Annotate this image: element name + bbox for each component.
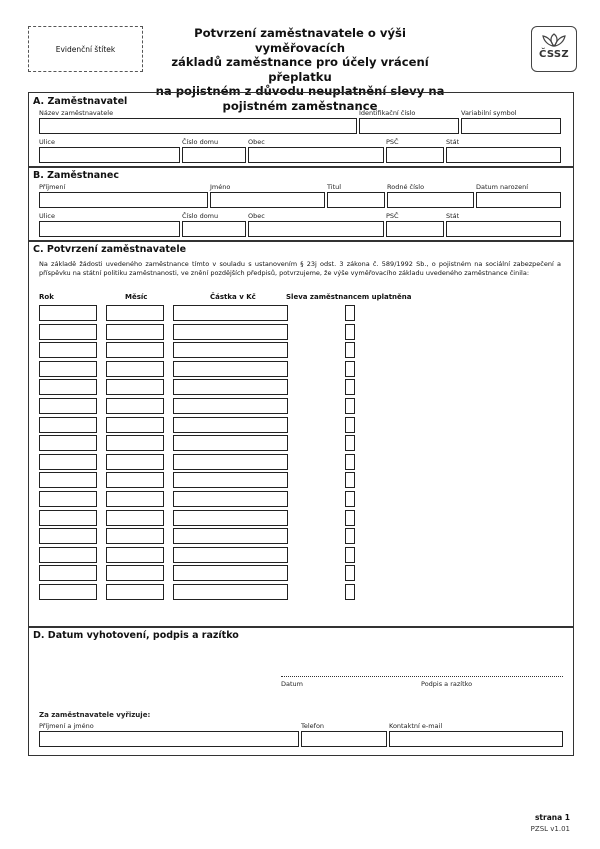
- evidencni-stitek-label: Evidenční štítek: [55, 44, 116, 54]
- label-city: Obec: [248, 212, 265, 220]
- contact-name-field[interactable]: [39, 731, 299, 747]
- year-field[interactable]: [39, 435, 97, 451]
- discount-checkbox[interactable]: [345, 361, 355, 377]
- column-header-discount: Sleva zaměstnancem uplatněna: [286, 293, 412, 301]
- year-field[interactable]: [39, 361, 97, 377]
- street-field[interactable]: [39, 221, 180, 237]
- month-field[interactable]: [106, 510, 164, 526]
- discount-checkbox[interactable]: [345, 342, 355, 358]
- month-field[interactable]: [106, 491, 164, 507]
- discount-checkbox[interactable]: [345, 472, 355, 488]
- first-name-field[interactable]: [210, 192, 325, 208]
- confirmation-paragraph: Na základě žádosti uvedeného zaměstnance tímto v souladu s ustanovením § 23j odst. 3 zákona č. 589/1992 Sb., o pojistném na sociální zabezpečení a příspěvku na státní politiku zaměstnanosti, ve znění pozdějších předpisů, potvrzujeme, že výše vyměřovacího základu uvedeného zaměstnance činila:: [39, 260, 561, 277]
- amount-field[interactable]: [173, 528, 288, 544]
- month-field[interactable]: [106, 324, 164, 340]
- year-field[interactable]: [39, 491, 97, 507]
- amount-field[interactable]: [173, 305, 288, 321]
- column-header-amount: Částka v Kč: [210, 293, 256, 301]
- logo-text: ČSSZ: [539, 49, 569, 60]
- amount-field[interactable]: [173, 361, 288, 377]
- month-field[interactable]: [106, 361, 164, 377]
- label-contact-name: Příjmení a jméno: [39, 722, 94, 730]
- year-field[interactable]: [39, 510, 97, 526]
- year-field[interactable]: [39, 324, 97, 340]
- discount-checkbox[interactable]: [345, 547, 355, 563]
- employer-name-field[interactable]: [39, 118, 357, 134]
- discount-checkbox[interactable]: [345, 417, 355, 433]
- section-b-heading: B. Zaměstnanec: [33, 170, 120, 181]
- evidencni-stitek-box: [28, 26, 143, 72]
- year-field[interactable]: [39, 584, 97, 600]
- vs-field[interactable]: [461, 118, 561, 134]
- column-header-month: Měsíc: [125, 293, 148, 301]
- label-city: Obec: [248, 138, 265, 146]
- year-field[interactable]: [39, 454, 97, 470]
- discount-checkbox[interactable]: [345, 454, 355, 470]
- city-field[interactable]: [248, 147, 384, 163]
- country-field[interactable]: [446, 221, 561, 237]
- discount-checkbox[interactable]: [345, 565, 355, 581]
- month-field[interactable]: [106, 379, 164, 395]
- discount-checkbox[interactable]: [345, 528, 355, 544]
- year-field[interactable]: [39, 398, 97, 414]
- year-field[interactable]: [39, 472, 97, 488]
- month-field[interactable]: [106, 584, 164, 600]
- amount-field[interactable]: [173, 324, 288, 340]
- zip-field[interactable]: [386, 147, 444, 163]
- year-field[interactable]: [39, 342, 97, 358]
- label-first-name: Jméno: [210, 183, 231, 191]
- birth-number-field[interactable]: [387, 192, 474, 208]
- month-field[interactable]: [106, 565, 164, 581]
- label-zip: PSČ: [386, 212, 399, 220]
- section-d-heading: D. Datum vyhotovení, podpis a razítko: [33, 630, 239, 641]
- label-date: Datum: [281, 680, 303, 688]
- month-field[interactable]: [106, 454, 164, 470]
- cssz-logo: [531, 26, 577, 72]
- section-employee: [28, 166, 574, 242]
- year-field[interactable]: [39, 379, 97, 395]
- label-phone: Telefon: [301, 722, 325, 730]
- title-line-3: na pojistném z důvodu neuplatnění slevy na: [155, 84, 445, 99]
- month-field[interactable]: [106, 528, 164, 544]
- label-birth-date: Datum narození: [476, 183, 528, 191]
- discount-checkbox[interactable]: [345, 324, 355, 340]
- amount-field[interactable]: [173, 435, 288, 451]
- label-ico: Identifikační číslo: [359, 109, 416, 117]
- amount-field[interactable]: [173, 547, 288, 563]
- cssz-flower-icon: [541, 33, 567, 47]
- house-number-field[interactable]: [182, 221, 246, 237]
- label-street: Ulice: [39, 212, 55, 220]
- section-a-heading: A. Zaměstnavatel: [33, 96, 128, 107]
- month-field[interactable]: [106, 472, 164, 488]
- title-line-1: Potvrzení zaměstnavatele o výši vyměřovacích: [194, 26, 406, 55]
- amount-field[interactable]: [173, 584, 288, 600]
- page-number: strana 1: [534, 813, 570, 822]
- column-header-year: Rok: [39, 293, 54, 301]
- title-field[interactable]: [327, 192, 385, 208]
- title-line-2: základů zaměstnance pro účely vrácení přeplatku: [171, 55, 429, 84]
- phone-field[interactable]: [301, 731, 387, 747]
- label-house-number: Číslo domu: [182, 138, 219, 146]
- label-vs: Variabilní symbol: [461, 109, 517, 117]
- city-field[interactable]: [248, 221, 384, 237]
- amount-field[interactable]: [173, 417, 288, 433]
- birth-date-field[interactable]: [476, 192, 561, 208]
- month-field[interactable]: [106, 417, 164, 433]
- discount-checkbox[interactable]: [345, 398, 355, 414]
- amount-field[interactable]: [173, 491, 288, 507]
- country-field[interactable]: [446, 147, 561, 163]
- month-field[interactable]: [106, 398, 164, 414]
- year-field[interactable]: [39, 565, 97, 581]
- section-date-signature: [28, 626, 574, 756]
- discount-checkbox[interactable]: [345, 379, 355, 395]
- label-signature-stamp: Podpis a razítko: [421, 680, 473, 688]
- label-country: Stát: [446, 138, 460, 146]
- year-field[interactable]: [39, 305, 97, 321]
- ico-field[interactable]: [359, 118, 459, 134]
- label-handled-by: Za zaměstnavatele vyřizuje:: [39, 711, 151, 719]
- discount-checkbox[interactable]: [345, 305, 355, 321]
- street-field[interactable]: [39, 147, 180, 163]
- amount-field[interactable]: [173, 454, 288, 470]
- title-line-4: pojistném zaměstnance: [222, 98, 378, 113]
- label-house-number: Číslo domu: [182, 212, 219, 220]
- label-country: Stát: [446, 212, 460, 220]
- label-employer-name: Název zaměstnavatele: [39, 109, 114, 117]
- surname-field[interactable]: [39, 192, 208, 208]
- year-field[interactable]: [39, 528, 97, 544]
- email-field[interactable]: [389, 731, 563, 747]
- label-birth-number: Rodné číslo: [387, 183, 425, 191]
- amount-field[interactable]: [173, 342, 288, 358]
- zip-field[interactable]: [386, 221, 444, 237]
- section-c-heading: C. Potvrzení zaměstnavatele: [33, 244, 187, 255]
- amount-field[interactable]: [173, 565, 288, 581]
- discount-checkbox[interactable]: [345, 491, 355, 507]
- discount-checkbox[interactable]: [345, 510, 355, 526]
- year-field[interactable]: [39, 417, 97, 433]
- signature-line[interactable]: [281, 676, 563, 677]
- amount-field[interactable]: [173, 472, 288, 488]
- month-field[interactable]: [106, 342, 164, 358]
- label-email: Kontaktní e-mail: [389, 722, 443, 730]
- label-surname: Příjmení: [39, 183, 66, 191]
- month-field[interactable]: [106, 305, 164, 321]
- amount-field[interactable]: [173, 510, 288, 526]
- section-employer: [28, 92, 574, 168]
- discount-checkbox[interactable]: [345, 435, 355, 451]
- year-field[interactable]: [39, 547, 97, 563]
- section-employer-confirmation: [28, 240, 574, 628]
- discount-checkbox[interactable]: [345, 584, 355, 600]
- month-field[interactable]: [106, 547, 164, 563]
- label-zip: PSČ: [386, 138, 399, 146]
- label-street: Ulice: [39, 138, 55, 146]
- amount-field[interactable]: [173, 379, 288, 395]
- amount-field[interactable]: [173, 398, 288, 414]
- label-title: Titul: [327, 183, 342, 191]
- month-field[interactable]: [106, 435, 164, 451]
- house-number-field[interactable]: [182, 147, 246, 163]
- form-version: PZSL v1.01: [530, 825, 570, 833]
